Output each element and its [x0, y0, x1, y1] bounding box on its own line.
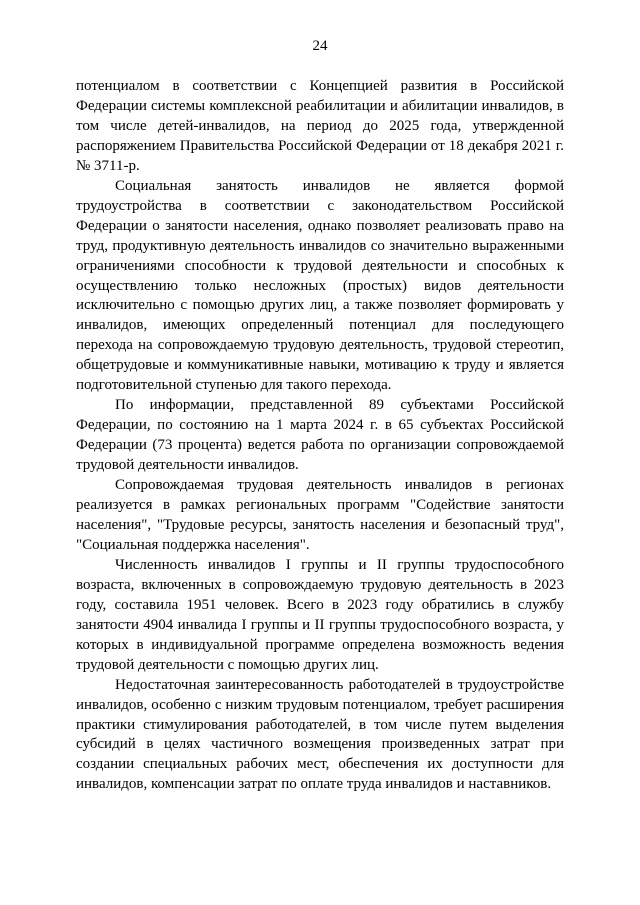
- page-number: 24: [312, 38, 328, 54]
- paragraph-regional-programs: Сопровождаемая трудовая деятельность инвалидов в регионах реализуется в рамках региональных программ "Содействие занятости населения", "Трудовые ресурсы, занятость населения и безопасный труд", "Социальная поддержка населения".: [76, 477, 564, 553]
- paragraph-continuation: потенциалом в соответствии с Концепцией развития в Российской Федерации системы комплексной реабилитации и абилитации инвалидов, в том числе детей-инвалидов, на период до 2025 года, утвержденной распоряжением Правительства Российской Федерации от 18 декабря 2021 г. № 3711-р.: [76, 78, 564, 174]
- document-body: [76, 77, 564, 795]
- paragraph-social-employment: Социальная занятость инвалидов не является формой трудоустройства в соответствии с законодательством Российской Федерации о занятости населения, однако позволяет реализовать право на труд, продуктивную деятельность инвалидов со значительно выраженными ограничениями способности к трудовой деятельности и способных к осуществлению только несложных (простых) видов деятельности исключительно с помощью других лиц, а также позволяет формировать у инвалидов, имеющих определенный потенциал для последующего перехода на сопровождаемую трудовую деятельность, трудовой стереотип, общетрудовые и коммуникативные навыки, мотивацию к труду и является подготовительной ступенью для такого перехода.: [76, 177, 564, 394]
- paragraph-regional-information: По информации, представленной 89 субъектами Российской Федерации, по состоянию на 1 марта 2024 г. в 65 субъектах Российской Федерации (73 процента) ведется работа по организации сопровождаемой трудовой деятельности инвалидов.: [76, 397, 564, 474]
- paragraph-statistics: Численность инвалидов I группы и II группы трудоспособного возраста, включенных в сопровождаемую трудовую деятельность в 2023 году, составила 1951 человек. Всего в 2023 году обратились в службу занятости 4904 инвалида I группы и II группы трудоспособного возраста, у которых в индивидуальной программе определена возможность ведения трудовой деятельности с помощью других лиц.: [76, 556, 564, 673]
- paragraph-employer-interest: Недостаточная заинтересованность работодателей в трудоустройстве инвалидов, особенно с низким трудовым потенциалом, требует расширения практики стимулирования работодателей, в том числе путем выделения субсидий в целях частичного возмещения произведенных затрат при создании специальных рабочих мест, обеспечения их доступности для инвалидов, компенсации затрат по оплате труда инвалидов и наставников.: [76, 676, 564, 793]
